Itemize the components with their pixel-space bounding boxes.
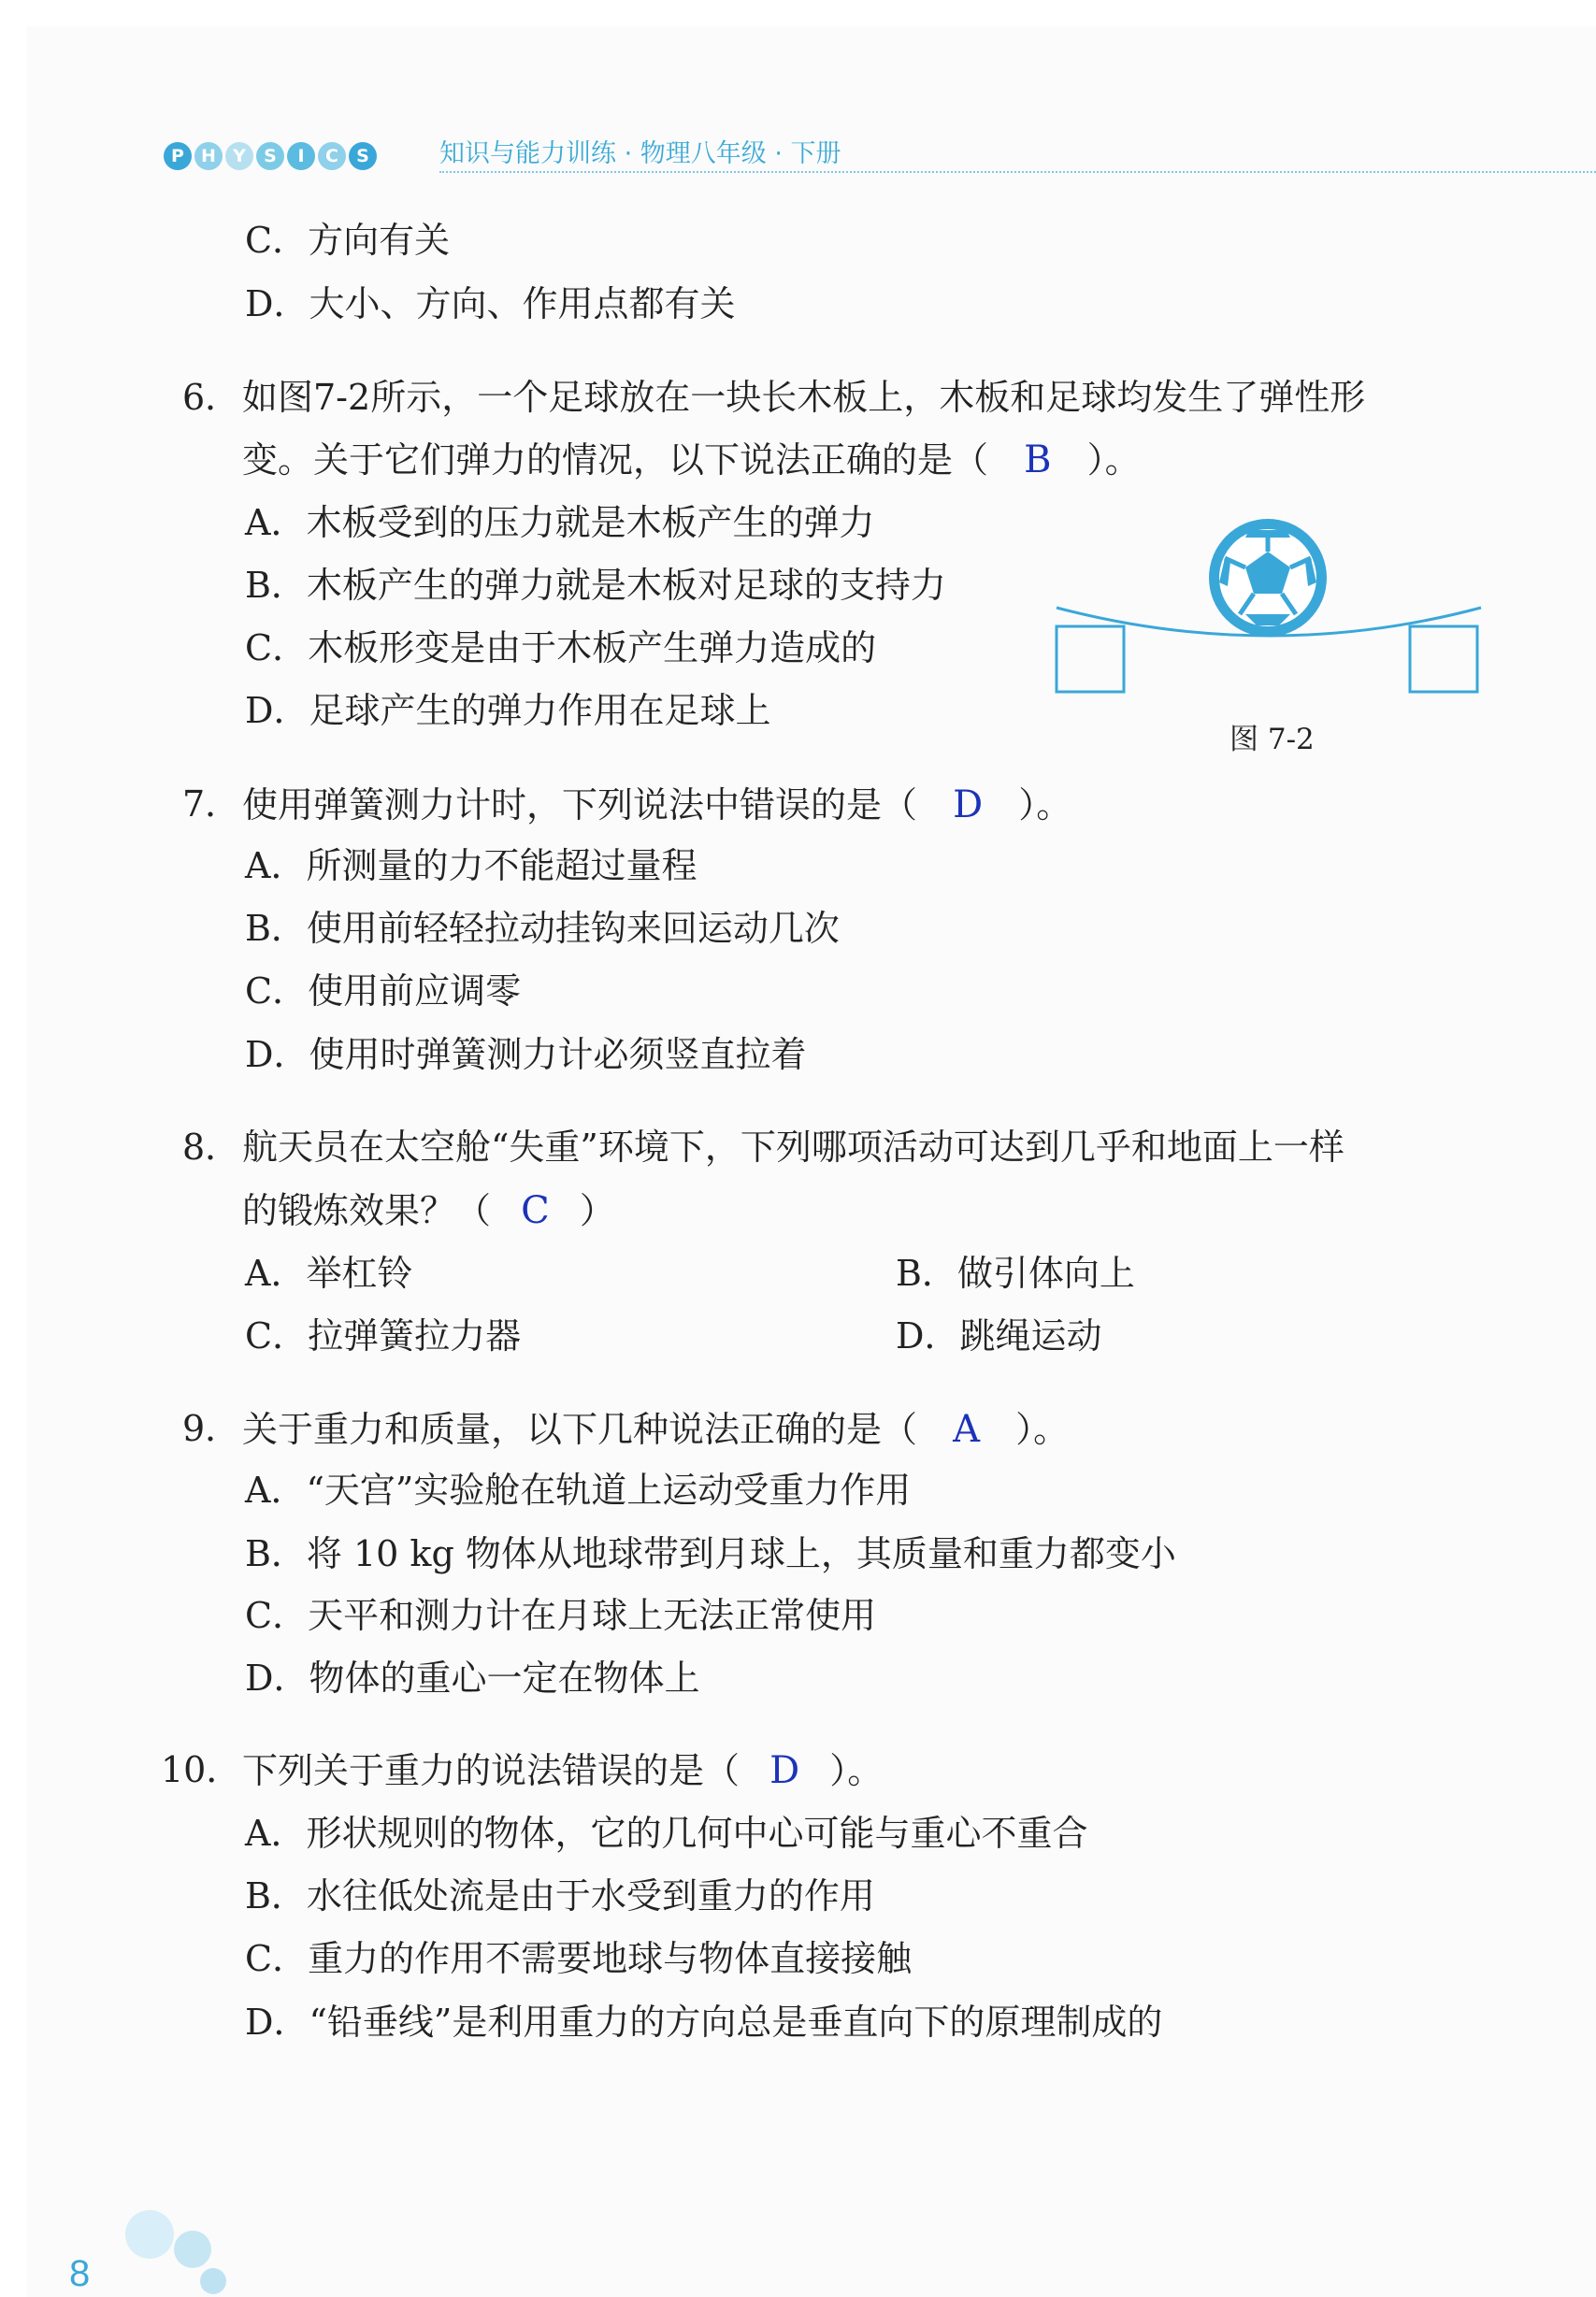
football-on-board-figure bbox=[1045, 510, 1494, 715]
logo-letter: H bbox=[194, 142, 223, 170]
q8-stem-text: 的锻炼效果？（ bbox=[242, 1190, 492, 1231]
q8-option-c: C．拉弹簧拉力器 bbox=[245, 1315, 522, 1357]
q9-option-c: C．天平和测力计在月球上无法正常使用 bbox=[245, 1595, 877, 1636]
q6-answer: B bbox=[1024, 438, 1052, 481]
left-support-block bbox=[1057, 626, 1124, 692]
q9-stem-end: ）。 bbox=[1015, 1409, 1070, 1450]
q10-option-d: D．“铅垂线”是利用重力的方向总是垂直向下的原理制成的 bbox=[245, 2002, 1163, 2043]
q10-answer: D bbox=[769, 1749, 800, 1792]
q8-stem-line2 bbox=[242, 1189, 615, 1232]
q5-option-c: C．方向有关 bbox=[245, 220, 451, 261]
q7-stem-end: ）。 bbox=[1018, 784, 1072, 825]
q8-stem-end: ） bbox=[579, 1190, 615, 1231]
q7-stem bbox=[242, 783, 1072, 826]
q7-option-c: C．使用前应调零 bbox=[245, 970, 522, 1012]
q9-number: 9． bbox=[182, 1408, 241, 1449]
logo-letter: S bbox=[349, 142, 377, 170]
q9-stem-text: 关于重力和质量，以下几种说法正确的是（ bbox=[242, 1409, 918, 1450]
q8-option-d: D．跳绳运动 bbox=[896, 1315, 1102, 1357]
q9-option-b: B．将 10 kg 物体从地球带到月球上，其质量和重力都变小 bbox=[245, 1533, 1176, 1574]
q6-stem-text: 变。关于它们弹力的情况，以下说法正确的是（ bbox=[242, 439, 989, 481]
q6-stem-line2 bbox=[242, 438, 1141, 481]
q6-number: 6． bbox=[182, 377, 241, 418]
figure-caption: 图 7-2 bbox=[1229, 723, 1315, 756]
q7-option-b: B．使用前轻轻拉动挂钩来回运动几次 bbox=[245, 908, 840, 949]
logo-letter: Y bbox=[225, 142, 253, 170]
book-title: 知识与能力训练 · 物理八年级 · 下册 bbox=[439, 139, 841, 168]
logo-letter: P bbox=[164, 142, 192, 170]
q8-option-a: A．举杠铃 bbox=[245, 1253, 413, 1294]
q8-option-b: B．做引体向上 bbox=[896, 1253, 1135, 1294]
q7-number: 7． bbox=[182, 783, 241, 825]
q8-stem-line1: 航天员在太空舱“失重”环境下，下列哪项活动可达到几乎和地面上一样 bbox=[242, 1127, 1344, 1168]
q10-stem bbox=[242, 1749, 884, 1792]
q7-option-d: D．使用时弹簧测力计必须竖直拉着 bbox=[245, 1034, 807, 1075]
right-support-block bbox=[1410, 626, 1477, 692]
logo-letter: S bbox=[256, 142, 284, 170]
football-icon bbox=[1209, 519, 1327, 637]
header-divider bbox=[439, 171, 1596, 173]
q6-option-b: B．木板产生的弹力就是木板对足球的支持力 bbox=[245, 565, 946, 606]
q10-option-b: B．水往低处流是由于水受到重力的作用 bbox=[245, 1875, 875, 1917]
logo-letter: C bbox=[318, 142, 346, 170]
q9-stem bbox=[242, 1408, 1070, 1451]
q6-option-c: C．木板形变是由于木板产生弹力造成的 bbox=[245, 627, 877, 668]
q10-number: 10． bbox=[161, 1749, 242, 1790]
q7-stem-text: 使用弹簧测力计时，下列说法中错误的是（ bbox=[242, 784, 918, 825]
decorative-bubbles bbox=[112, 2206, 243, 2297]
q8-answer: C bbox=[521, 1189, 550, 1232]
q7-answer: D bbox=[953, 783, 984, 826]
q9-option-a: A．“天宫”实验舱在轨道上运动受重力作用 bbox=[245, 1470, 912, 1511]
q10-stem-end: ）。 bbox=[829, 1750, 884, 1791]
q9-option-d: D．物体的重心一定在物体上 bbox=[245, 1658, 700, 1699]
q9-answer: A bbox=[953, 1408, 980, 1451]
q6-stem-end: ）。 bbox=[1086, 439, 1141, 481]
logo-letter: I bbox=[287, 142, 315, 170]
physics-logo bbox=[164, 136, 380, 177]
q5-option-d: D．大小、方向、作用点都有关 bbox=[245, 283, 736, 324]
q7-option-a: A．所测量的力不能超过量程 bbox=[245, 845, 697, 886]
q6-option-a: A．木板受到的压力就是木板产生的弹力 bbox=[245, 502, 875, 543]
q6-stem-line1: 如图7-2所示，一个足球放在一块长木板上，木板和足球均发生了弹性形 bbox=[242, 377, 1366, 418]
q8-number: 8． bbox=[182, 1127, 241, 1168]
q10-option-a: A．形状规则的物体，它的几何中心可能与重心不重合 bbox=[245, 1813, 1088, 1854]
q6-option-d: D．足球产生的弹力作用在足球上 bbox=[245, 690, 771, 731]
q10-option-c: C．重力的作用不需要地球与物体直接接触 bbox=[245, 1938, 913, 1979]
page-number: 8 bbox=[69, 2253, 91, 2294]
q10-stem-text: 下列关于重力的说法错误的是（ bbox=[242, 1750, 740, 1791]
